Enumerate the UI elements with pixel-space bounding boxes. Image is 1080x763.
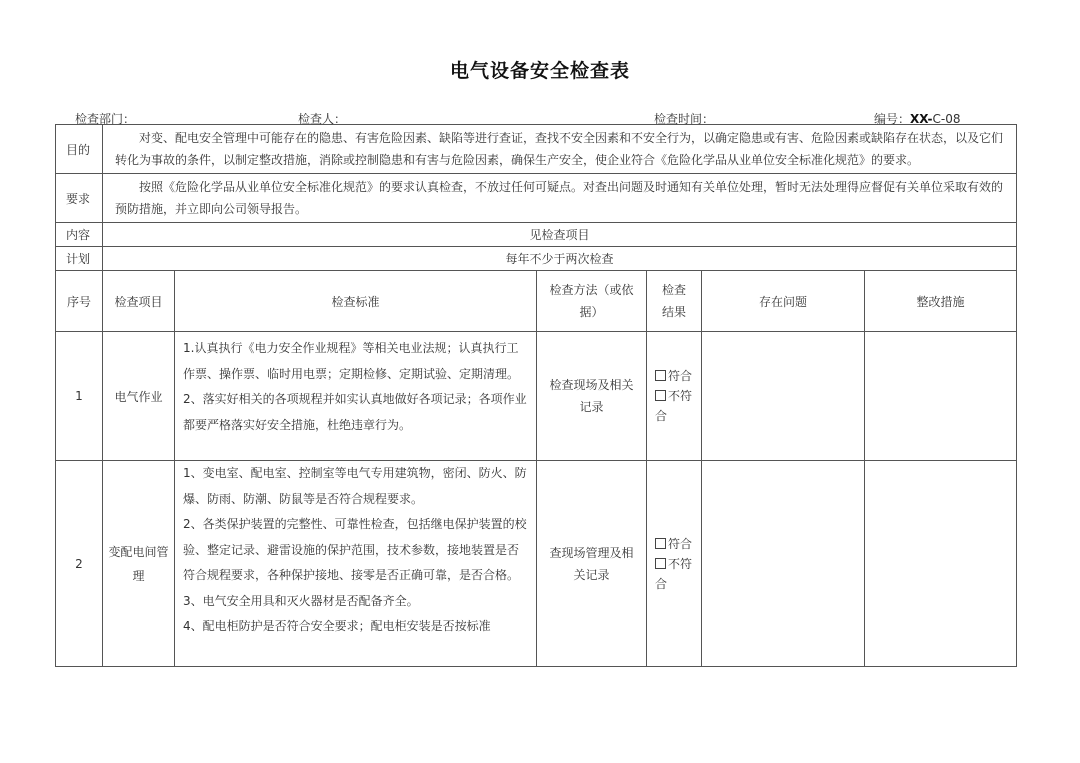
header-method: 检查方法（或依据） (537, 271, 647, 332)
result-fail-option[interactable] (655, 554, 701, 594)
standard-line: 2、落实好相关的各项规程并如实认真地做好各项记录；各项作业都要严格落实好安全措施，杜绝违章行为。 (183, 392, 527, 432)
checkbox-icon[interactable] (655, 538, 666, 549)
standard-line: 2、各类保护装置的完整性、可靠性检查，包括继电保护装置的校验、整定记录、避雷设施的保护范围，技术参数，接地装置是否符合规程要求，各种保护接地、接零是否正确可靠，是否合格。 (183, 517, 527, 582)
requirement-row (56, 174, 1017, 223)
purpose-label: 目的 (56, 125, 103, 174)
plan-row (56, 247, 1017, 271)
purpose-text: 对变、配电安全管理中可能存在的隐患、有害危险因素、缺陷等进行查证，查找不安全因素和不安全行为，以确定隐患或有害、危险因素或缺陷存在状态，以及它们转化为事故的条件，以制定整改措施，消除或控制隐患和有害与危险因素，确保生产安全，使企业符合《危险化学品从业单位安全标准化规范》的要求。 (103, 125, 1017, 174)
standard-line: 1、变电室、配电室、控制室等电气专用建筑物，密闭、防火、防爆、防雨、防潮、防鼠等是否符合规程要求。 (183, 466, 527, 506)
header-problem: 存在问题 (702, 271, 865, 332)
result-fail-label: 不符合 (655, 556, 693, 591)
content-row (56, 223, 1017, 247)
result-fail-label: 不符合 (655, 389, 693, 423)
document-title: 电气设备安全检查表 (449, 60, 630, 82)
row-result (647, 461, 702, 667)
dept-label: 检查部门： (75, 112, 136, 126)
requirement-label: 要求 (56, 174, 103, 223)
header-standard: 检查标准 (175, 271, 537, 332)
plan-label: 计划 (56, 247, 103, 271)
header-item: 检查项目 (103, 271, 175, 332)
row-method: 查现场管理及相关记录 (537, 461, 647, 667)
row-problem (702, 461, 865, 667)
purpose-row (56, 125, 1017, 174)
row-seq: 2 (56, 461, 103, 667)
code-value-suffix: C-08 (932, 112, 961, 126)
table-row (56, 332, 1017, 461)
plan-text: 每年不少于两次检查 (103, 247, 1017, 271)
row-result (647, 332, 702, 461)
requirement-text: 按照《危险化学品从业单位安全标准化规范》的要求认真检查，不放过任何可疑点。对查出问题及时通知有关单位处理，暂时无法处理得应督促有关单位采取有效的预防措施，并立即向公司领导报告。 (103, 174, 1017, 223)
header-measure: 整改措施 (865, 271, 1017, 332)
row-item: 变配电间管理 (103, 461, 175, 667)
row-measure (865, 332, 1017, 461)
code-value-prefix: XX- (910, 112, 933, 126)
header-result-line2: 结果 (661, 305, 686, 319)
header-result-line1: 检查 (661, 283, 686, 297)
inspector-label: 检查人： (298, 112, 347, 126)
standard-line: 4、配电柜防护是否符合安全要求；配电柜安装是否按标准 (183, 619, 491, 633)
row-item: 电气作业 (103, 332, 175, 461)
result-pass-option[interactable] (655, 366, 701, 386)
inspection-table (55, 124, 1017, 667)
checkbox-icon[interactable] (655, 558, 666, 569)
row-measure (865, 461, 1017, 667)
result-fail-option[interactable] (655, 386, 701, 426)
time-label: 检查时间： (654, 112, 715, 126)
result-pass-label: 符合 (668, 369, 693, 383)
result-pass-label: 符合 (668, 536, 693, 551)
checkbox-icon[interactable] (655, 390, 666, 401)
header-row (56, 271, 1017, 332)
row-seq: 1 (56, 332, 103, 461)
standard-line: 1.认真执行《电力安全作业规程》等相关电业法规；认真执行工作票、操作票、临时用电票；定期检修、定期试验、定期清理。 (183, 341, 520, 381)
row-standard (175, 332, 537, 461)
code-label: 编号： (874, 112, 911, 126)
header-result (647, 271, 702, 332)
result-pass-option[interactable] (655, 534, 701, 554)
table-row (56, 461, 1017, 667)
content-label: 内容 (56, 223, 103, 247)
checkbox-icon[interactable] (655, 370, 666, 381)
standard-line: 3、电气安全用具和灭火器材是否配备齐全。 (183, 593, 419, 608)
row-standard (175, 461, 537, 667)
row-problem (702, 332, 865, 461)
header-seq: 序号 (56, 271, 103, 332)
content-text: 见检查项目 (103, 223, 1017, 247)
row-method: 检查现场及相关记录 (537, 332, 647, 461)
